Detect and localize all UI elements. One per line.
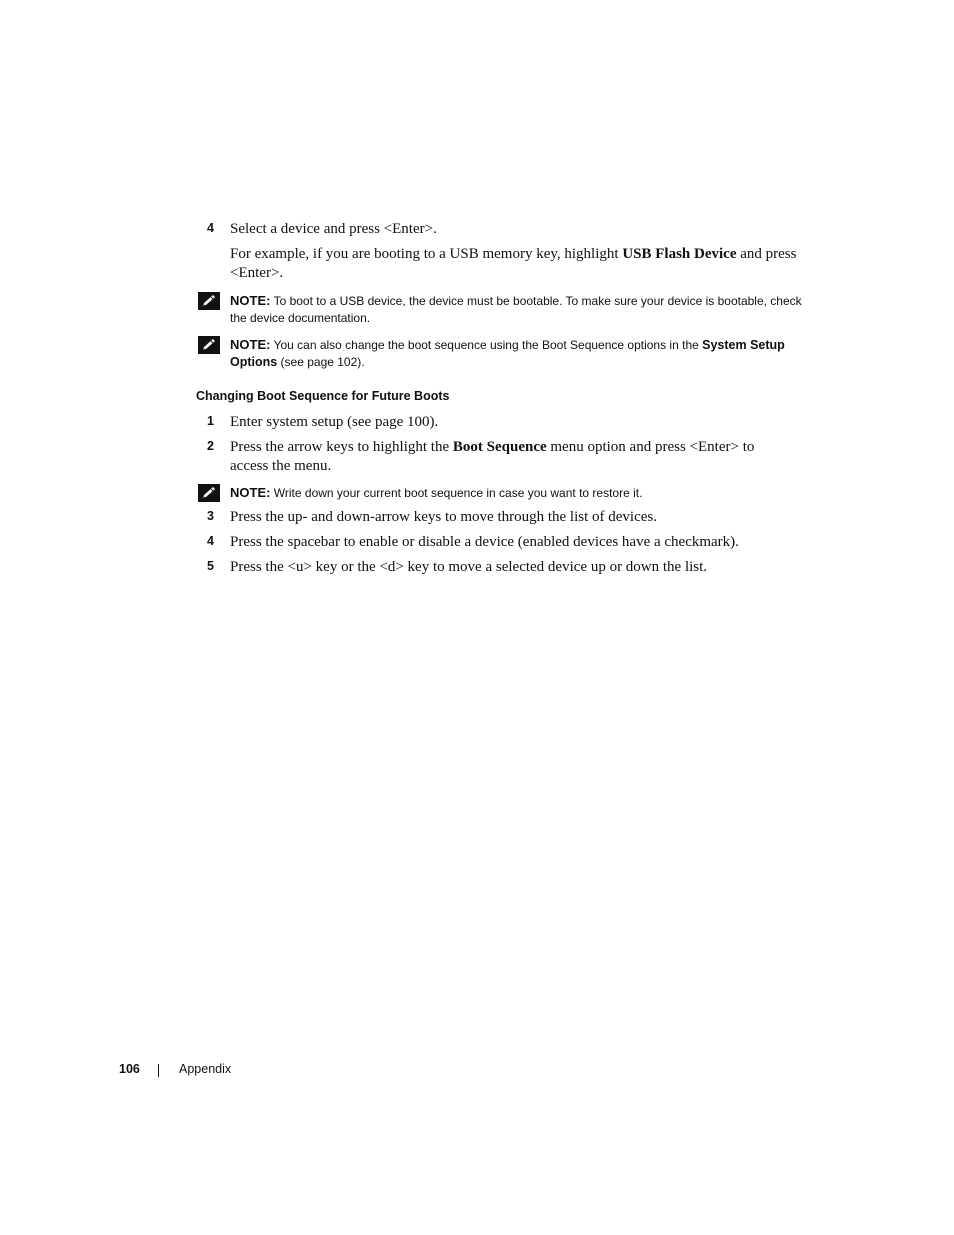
- footer-divider: [158, 1064, 159, 1077]
- footer-section-label: Appendix: [179, 1062, 232, 1076]
- note-text: NOTE: To boot to a USB device, the device must be bootable. To make sure your device is bootable, check the device documentation.: [230, 293, 802, 325]
- note-text: NOTE: Write down your current boot sequence in case you want to restore it.: [230, 485, 643, 500]
- step-number: 4: [207, 534, 214, 548]
- note-pencil-icon: [198, 336, 220, 354]
- step-text: Press the up- and down-arrow keys to move through the list of devices.: [230, 509, 657, 525]
- step-text: Select a device and press <Enter>.: [230, 221, 437, 237]
- step-number: 3: [207, 509, 214, 523]
- step-continuation: For example, if you are booting to a USB memory key, highlight USB Flash Device and press <Enter>.: [230, 246, 797, 281]
- step-text: Press the arrow keys to highlight the Boot Sequence menu option and press <Enter> to access the menu.: [230, 439, 755, 474]
- note-pencil-icon: [198, 292, 220, 310]
- step-text: Press the <u> key or the <d> key to move a selected device up or down the list.: [230, 559, 708, 575]
- step-number: 5: [207, 559, 214, 573]
- step-text: Press the spacebar to enable or disable a device (enabled devices have a checkmark).: [230, 534, 739, 550]
- step-text: Enter system setup (see page 100).: [230, 414, 439, 430]
- note-pencil-icon: [198, 484, 220, 502]
- step-number: 4: [207, 221, 214, 235]
- page-number: 106: [119, 1062, 140, 1076]
- section-heading: Changing Boot Sequence for Future Boots: [196, 389, 450, 403]
- step-number: 1: [207, 414, 214, 428]
- step-number: 2: [207, 439, 214, 453]
- note-text: NOTE: You can also change the boot sequence using the Boot Sequence options in the System Setup Options (see page 102).: [230, 337, 785, 369]
